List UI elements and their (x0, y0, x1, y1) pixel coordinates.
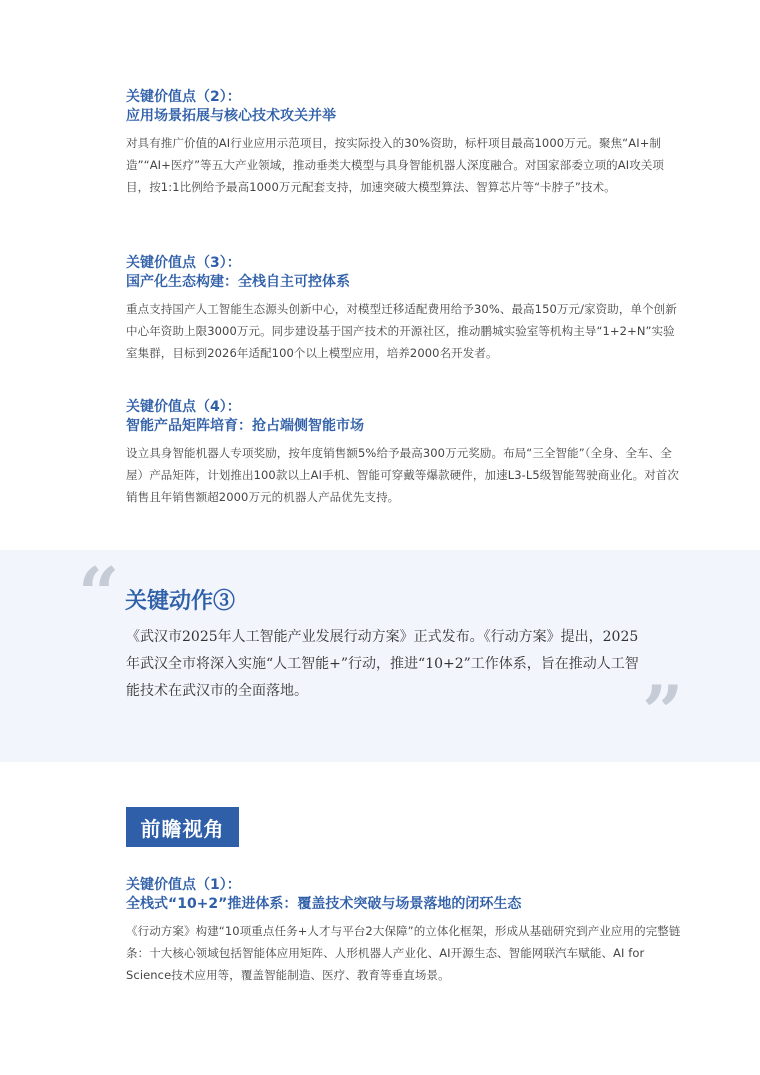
key-point-body: 《行动方案》构建“10项重点任务+人才与平台2大保障”的立体化框架，形成从基础研究到产业应用的完整链条：十大核心领域包括智能体应用矩阵、人形机器人产业化、AI开源生态、智能网联汽车赋能、AI for Science技术应用等，覆盖智能制造、医疗、教育等垂直场景。 (126, 924, 681, 982)
outlook-key-point-1 (126, 876, 686, 986)
key-point-label: 关键价值点（1）： (126, 877, 241, 893)
key-point-title: 智能产品矩阵培育：抢占端侧智能市场 (126, 418, 364, 434)
key-point-body: 对具有推广价值的AI行业应用示范项目，按实际投入的30%资助，标杆项目最高1000万元。聚焦“AI+制造”“AI+医疗”等五大产业领域，推动垂类大模型与具身智能机器人深度融合。对国家部委立项的AI攻关项目，按1:1比例给予最高1000万元配套支持，加速突破大模型算法、智算芯片等“卡脖子”技术。 (126, 136, 665, 194)
key-action-body: 《武汉市2025年人工智能产业发展行动方案》正式发布。《行动方案》提出，2025年武汉全市将深入实施“人工智能+”行动，推进“10+2”工作体系，旨在推动人工智能技术在武汉市的全面落地。 (126, 629, 639, 699)
key-point-2 (126, 88, 686, 198)
key-point-title: 应用场景拓展与核心技术攻关并举 (126, 108, 336, 124)
key-point-label: 关键价值点（4）： (126, 399, 241, 415)
outlook-section-tag: 前瞻视角 (126, 807, 239, 847)
open-quote-icon: “ (78, 551, 120, 636)
key-point-title: 国产化生态构建：全栈自主可控体系 (126, 274, 350, 290)
key-point-body: 重点支持国产人工智能生态源头创新中心，对模型迁移适配费用给予30%、最高150万元/家资助，单个创新中心年资助上限3000万元。同步建设基于国产技术的开源社区，推动鹏城实验室等机构主导“1+2+N”实验室集群，目标到2026年适配100个以上模型应用，培养2000名开发者。 (126, 302, 677, 360)
key-point-title: 全栈式“10+2”推进体系：覆盖技术突破与场景落地的闭环生态 (126, 896, 522, 912)
key-point-label: 关键价值点（3）： (126, 255, 241, 271)
key-point-4 (126, 398, 686, 508)
key-action-title: 关键动作③ (125, 588, 236, 614)
key-point-3 (126, 254, 686, 364)
close-quote-icon: ” (642, 669, 684, 754)
key-point-label: 关键价值点（2）： (126, 89, 241, 105)
key-point-body: 设立具身智能机器人专项奖励，按年度销售额5%给予最高300万元奖励。布局“三全智能”（全身、全车、全屋）产品矩阵，计划推出100款以上AI手机、智能可穿戴等爆款硬件，加速L3-L5级智能驾驶商业化。对首次销售且年销售额超2000万元的机器人产品优先支持。 (126, 446, 679, 504)
